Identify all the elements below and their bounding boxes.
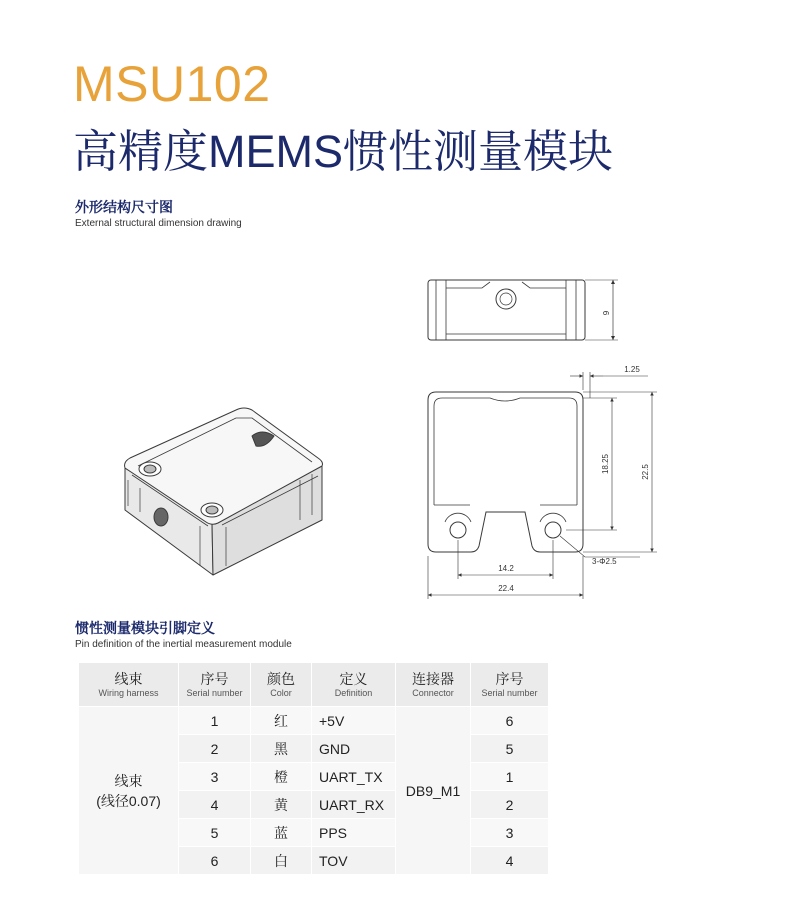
header-wiring-harness: 线束 Wiring harness (79, 663, 179, 707)
table-row (79, 707, 549, 735)
dim-hole-spacing-label: 14.2 (498, 564, 514, 573)
header-color: 颜色 Color (251, 663, 312, 707)
definition-cell: +5V (312, 707, 396, 735)
pin-definition-table (78, 662, 549, 875)
pin-cell: 3 (471, 819, 549, 847)
dim-holes-label: 3-Φ2.5 (592, 557, 617, 566)
table-header-row (79, 663, 549, 707)
iso-hole-front-inner (206, 506, 218, 514)
pin-cell: 2 (471, 791, 549, 819)
front-hole-right (545, 522, 561, 538)
color-cell: 白 (251, 847, 312, 875)
model-number: MSU102 (73, 56, 271, 112)
harness-name: 线束 (114, 772, 143, 789)
serial-cell: 2 (179, 735, 251, 763)
serial-cell: 6 (179, 847, 251, 875)
pin-section-subtitle: Pin definition of the inertial measurement module (75, 639, 292, 650)
product-title: 高精度MEMS惯性测量模块 (73, 126, 614, 177)
dim-thickness-label: 9 (602, 310, 611, 316)
front-view (428, 392, 583, 552)
iso-side-hole (154, 508, 168, 526)
dim-edge-offset-label: 1.25 (624, 365, 640, 374)
dimension-drawing (100, 260, 680, 610)
definition-cell: UART_TX (312, 763, 396, 791)
serial-cell: 3 (179, 763, 251, 791)
front-hole-left (450, 522, 466, 538)
drawing-section-subtitle: External structural dimension drawing (75, 218, 242, 229)
pin-cell: 6 (471, 707, 549, 735)
header-connector-pin: 序号 Serial number (471, 663, 549, 707)
harness-spec: (线径0.07) (96, 792, 161, 809)
harness-cell (79, 707, 179, 875)
color-cell: 红 (251, 707, 312, 735)
dimension-lines (428, 372, 657, 599)
pin-cell: 1 (471, 763, 549, 791)
side-view (428, 280, 618, 340)
header-connector: 连接器 Connector (396, 663, 471, 707)
header-serial-number: 序号 Serial number (179, 663, 251, 707)
dim-hole-height-label: 18.25 (601, 453, 610, 475)
serial-cell: 5 (179, 819, 251, 847)
front-inner-outline (434, 398, 577, 505)
iso-hole-left-inner (144, 465, 156, 473)
connector-cell: DB9_M1 (396, 707, 471, 875)
header-definition: 定义 Definition (312, 663, 396, 707)
definition-cell: PPS (312, 819, 396, 847)
dim-width-label: 22.4 (498, 584, 514, 593)
dim-height-label: 22.5 (641, 464, 650, 480)
pin-section-title: 惯性测量模块引脚定义 (75, 620, 215, 636)
serial-cell: 4 (179, 791, 251, 819)
definition-cell: GND (312, 735, 396, 763)
color-cell: 蓝 (251, 819, 312, 847)
definition-cell: TOV (312, 847, 396, 875)
isometric-view (125, 408, 323, 575)
definition-cell: UART_RX (312, 791, 396, 819)
color-cell: 黑 (251, 735, 312, 763)
pin-cell: 4 (471, 847, 549, 875)
color-cell: 橙 (251, 763, 312, 791)
serial-cell: 1 (179, 707, 251, 735)
color-cell: 黄 (251, 791, 312, 819)
pin-cell: 5 (471, 735, 549, 763)
drawing-section-title: 外形结构尺寸图 (75, 199, 173, 215)
front-outline (428, 392, 583, 552)
